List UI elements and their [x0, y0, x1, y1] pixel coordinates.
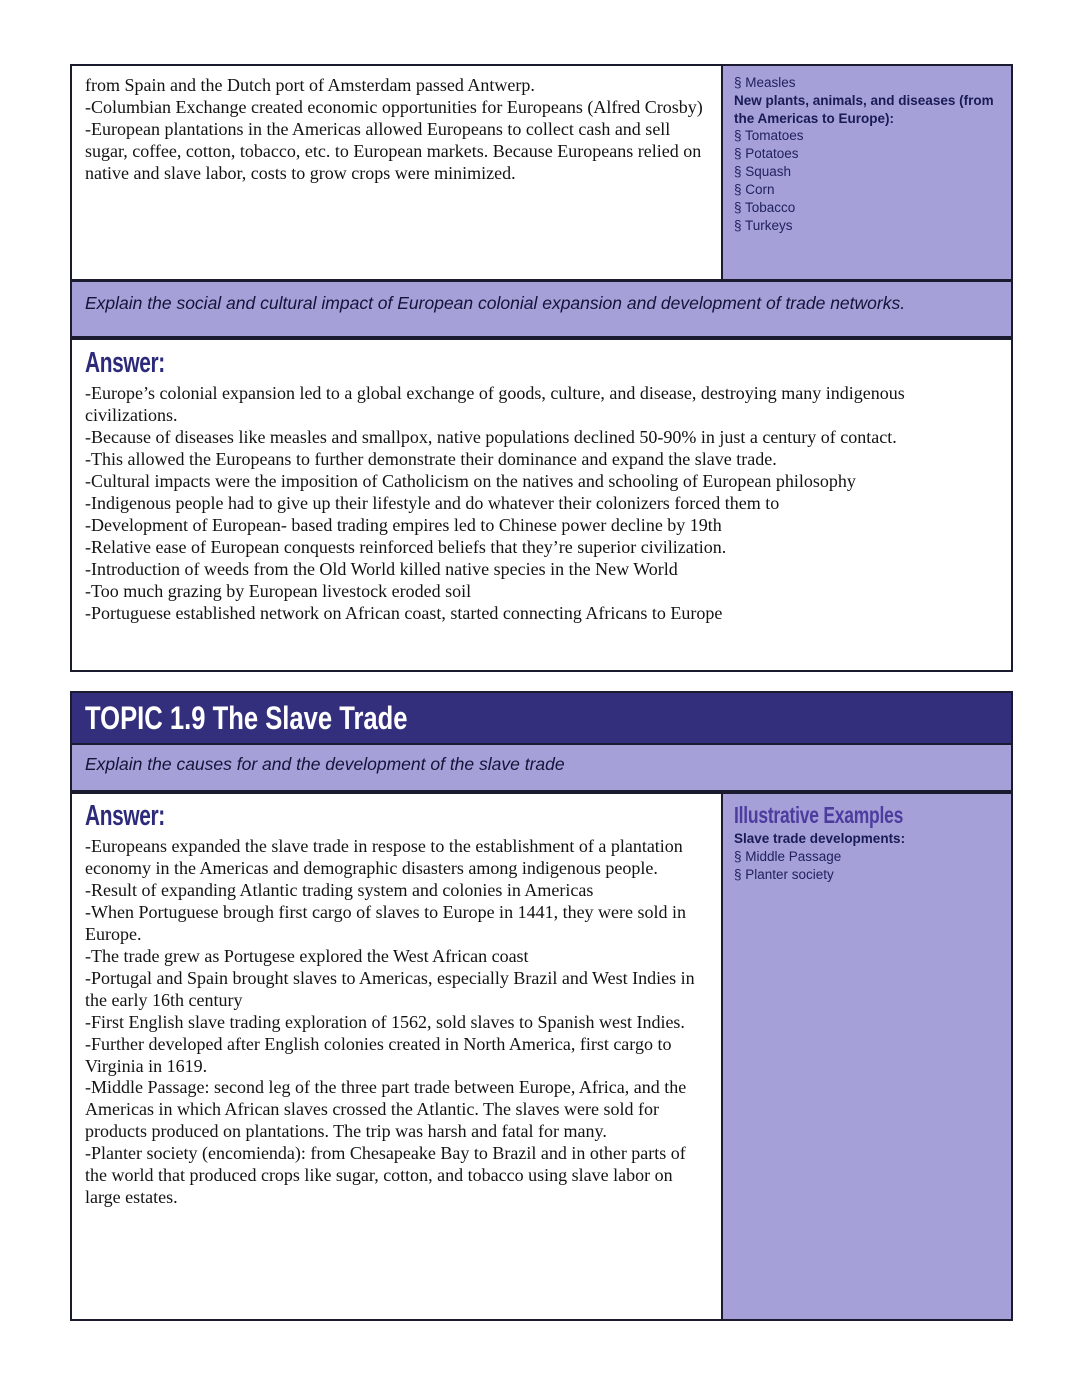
answer-bullet-list	[85, 383, 997, 624]
answer-bullet: -Introduction of weeds from the Old World killed native species in the New World	[85, 558, 678, 579]
sidebar-item: § Turkeys	[734, 217, 793, 233]
section1-notes-text	[72, 66, 721, 279]
sidebar-carryover-item: § Measles	[734, 75, 796, 90]
answer-bullet: -Middle Passage: second leg of the three part trade between Europe, Africa, and the Americas in which African slaves crossed the Atlantic. The slaves were sold for products produced on plantations. The trip was harsh and fatal for many.	[85, 1077, 687, 1142]
prompt-text: Explain the causes for and the development of the slave trade	[85, 754, 565, 774]
note-bullet: -Columbian Exchange created economic opportunities for Europeans (Alfred Crosby)	[85, 96, 703, 117]
note-bullet: -European plantations in the Americas allowed Europeans to collect cash and sell sugar, coffee, cotton, tobacco, etc. to European markets. Because Europeans relied on native and slave labor, costs to grow crops were minimized.	[85, 118, 702, 183]
key-concepts-sidebar	[721, 66, 1011, 279]
section1-content-box	[70, 64, 1013, 281]
answer-content	[72, 794, 721, 1319]
sidebar-item: § Tobacco	[734, 199, 796, 215]
answer-bullet: -Because of diseases like measles and smallpox, native populations declined 50-90% in just a century of contact.	[85, 426, 897, 447]
sidebar-item-list	[734, 848, 999, 884]
continuation-text: from Spain and the Dutch port of Amsterdam passed Antwerp.	[85, 75, 535, 95]
answer-bullet: -Further developed after English colonies created in North America, first cargo to Virginia in 1619.	[85, 1033, 672, 1076]
sidebar-item: § Squash	[734, 164, 792, 180]
section1-bullet-list	[85, 97, 705, 185]
sidebar-item-list	[734, 127, 999, 234]
answer-bullet: -Europeans expanded the slave trade in respose to the establishment of a plantation economy in the Americas and demographic disasters among indigenous people.	[85, 836, 683, 878]
answer-heading: Answer:	[85, 347, 165, 379]
prompt-text: Explain the social and cultural impact of European colonial expansion and development of trade networks.	[85, 293, 906, 313]
prompt-banner-slave-trade	[70, 745, 1013, 792]
answer-bullet: -Relative ease of European conquests reinforced beliefs that they’re superior civilization.	[85, 536, 727, 557]
answer-bullet: -Result of expanding Atlantic trading system and colonies in Americas	[85, 879, 594, 900]
sidebar-item: § Middle Passage	[734, 848, 842, 864]
answer-bullet: -Europe’s colonial expansion led to a global exchange of goods, culture, and disease, destroying many indigenous civilizations.	[85, 383, 905, 425]
sidebar-item: § Tomatoes	[734, 128, 804, 144]
sidebar-item: § Planter society	[734, 866, 834, 882]
topic-header-1-9	[70, 691, 1013, 745]
sidebar-item: § Corn	[734, 181, 775, 197]
sidebar-item: § Potatoes	[734, 146, 799, 162]
answer-box-colonial-expansion	[70, 338, 1013, 672]
topic-title: TOPIC 1.9 The Slave Trade	[85, 699, 408, 736]
answer-bullet: -Planter society (encomienda): from Chesapeake Bay to Brazil and in other parts of the world that produced crops like sugar, cotton, and tobacco using slave labor on large estates.	[85, 1143, 686, 1208]
illustrative-examples-sidebar	[721, 794, 1011, 1319]
answer-heading: Answer:	[85, 800, 165, 832]
illustrative-examples-heading: Illustrative Examples	[734, 802, 904, 828]
answer-bullet-list	[85, 836, 705, 1209]
prompt-banner-colonial-expansion	[70, 280, 1013, 338]
answer-bullet: -The trade grew as Portugese explored the West African coast	[85, 945, 529, 966]
answer-bullet: -This allowed the Europeans to further demonstrate their dominance and expand the slave trade.	[85, 448, 777, 469]
sidebar-subheading: Slave trade developments:	[734, 831, 906, 846]
answer-bullet: -Portugal and Spain brought slaves to Americas, especially Brazil and West Indies in the early 16th century	[85, 967, 695, 1010]
answer-bullet: -Portuguese established network on African coast, started connecting Africans to Europe	[85, 602, 723, 623]
answer-bullet: -When Portuguese brough first cargo of slaves to Europe in 1441, they were sold in Europe.	[85, 901, 687, 944]
answer-bullet: -Too much grazing by European livestock eroded soil	[85, 580, 472, 601]
answer-bullet: -Indigenous people had to give up their lifestyle and do whatever their colonizers forced them to	[85, 492, 780, 513]
answer-bullet: -First English slave trading exploration of 1562, sold slaves to Spanish west Indies.	[85, 1011, 685, 1032]
sidebar-heading: New plants, animals, and diseases (from the Americas to Europe):	[734, 92, 994, 126]
answer-bullet: -Cultural impacts were the imposition of Catholicism on the natives and schooling of European philosophy	[85, 470, 856, 491]
answer-box-slave-trade	[70, 792, 1013, 1321]
answer-bullet: -Development of European- based trading empires led to Chinese power decline by 19th	[85, 514, 722, 535]
